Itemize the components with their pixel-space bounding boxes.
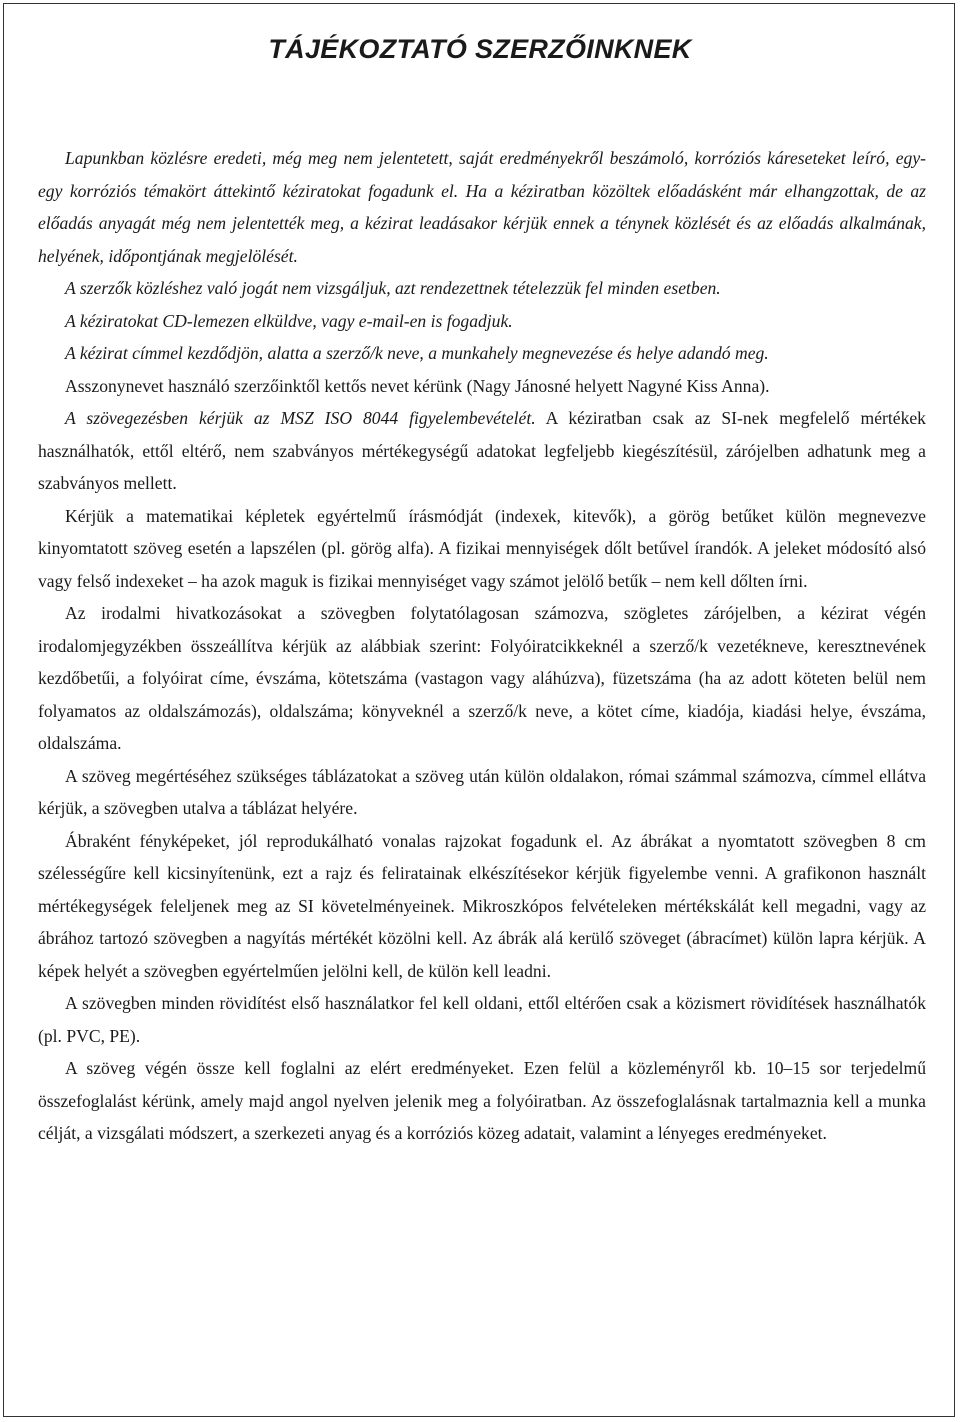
paragraph-text: A kézirat címmel kezdődjön, alatta a szerző/k neve, a munkahely megnevezése és helye adandó meg. [65, 343, 769, 363]
paragraph-text: A szöveg végén össze kell foglalni az elért eredményeket. Ezen felül a közleményről kb. 10–15 sor terjedelmű összefoglalást kérünk, amely majd angol nyelven jelenik meg a folyóiratban. Az összefoglalásnak tartalmaznia kell a munka célját, a vizsgálati módszert, a szerkezeti anyag és a korróziós közeg adatait, valamint a lényeges eredményeket. [38, 1058, 926, 1143]
paragraph-text: A szöveg megértéséhez szükséges táblázatokat a szöveg után külön oldalakon, római számmal számozva, címmel ellátva kérjük, a szövegben utalva a táblázat helyére. [38, 765, 926, 818]
paragraph-text: Az irodalmi hivatkozásokat a szövegben folytatólagosan számozva, szögletes zárójelben, a kézirat végén irodalomjegyzékben összeállítva kérjük az alábbiak szerint: Folyóiratcikkeknél a szerző/k vezetékneve, keresztnevének kezdőbetűi, a folyóirat címe, évszáma, kötetszáma (vastagon vagy aláhúzva), füzetszáma (ha az adott köteten belül nem folyamatos az oldalszámozás), oldalszáma; könyveknél a szerző/k neve, a kötet címe, kiadója, kiadási helye, évszáma, oldalszáma. [38, 603, 926, 753]
paragraph-text: A szerzők közléshez való jogát nem vizsgáljuk, azt rendezettnek tételezzük fel minden esetben. [65, 278, 721, 298]
paragraph-names [38, 370, 926, 403]
document-page [3, 3, 955, 1417]
paragraph-rights [38, 272, 926, 305]
paragraph-text: A kéziratban csak az SI-nek megfelelő mértékek használhatók, ettől eltérő, nem szabványos mértékegységű adatokat legfeljebb kiegészítésül, zárójelben adhatunk meg a szabványos mellett. [38, 408, 926, 493]
paragraph-text: A szövegben minden rövidítést első használatkor fel kell oldani, ettől eltérően csak a közismert rövidítések használhatók (pl. PVC, PE). [38, 993, 926, 1046]
paragraph-abbreviations [38, 987, 926, 1052]
paragraph-tables [38, 760, 926, 825]
paragraph-text: Ábraként fényképeket, jól reprodukálható vonalas rajzokat fogadunk el. Az ábrákat a nyomtatott szövegben 8 cm szélességűre kell kicsinyítenünk, ezt a rajz és feliratainak elkészítésekor kérjük figyelembe venni. A grafikonon használt mértékegységek feleljenek meg az SI követelményeinek. Mikroszkópos felvételeken mértékskálát kell megadni, vagy az ábrához tartozó szövegben a nagyítás mértékét közölni kell. Az ábrák alá kerülő szöveget (ábracímet) külön lapra kérjük. A képek helyét a szövegben egyértelműen jelölni kell, de külön kell leadni. [38, 830, 926, 981]
paragraph-references [38, 597, 926, 760]
paragraph-text: Kérjük a matematikai képletek egyértelmű írásmódját (indexek, kitevők), a görög betűket külön megnevezve kinyomtatott szöveg esetén a lapszélen (pl. görög alfa). A fizikai mennyiségek dőlt betűvel írandók. A jeleket módosító alsó vagy felső indexeket – ha azok maguk is fizikai mennyiséget vagy számot jelölő betűk – nem kell dőlten írni. [38, 505, 926, 591]
paragraph-text: Asszonynevet használó szerzőinktől kettős nevet kérünk (Nagy Jánosné helyett Nagyné Kiss Anna). [65, 375, 770, 396]
paragraph-text: A kéziratokat CD-lemezen elküldve, vagy e-mail-en is fogadjuk. [65, 310, 513, 331]
paragraph-text: Lapunkban közlésre eredeti, még meg nem jelentetett, saját eredményekről beszámoló, korróziós káreseteket leíró, egy-egy korróziós témakört áttekintő kéziratokat fogadunk el. Ha a kéziratban közöltek előadásként már elhangzottak, de az előadás anyagát még nem jelentették meg, a kézirat leadásakor kérjük ennek a ténynek közlését és az előadás alkalmának, helyének, időpontjának megjelölését. [38, 148, 926, 266]
paragraph-summary [38, 1052, 926, 1150]
paragraph-submission [38, 142, 926, 272]
document-body [38, 142, 926, 1150]
paragraph-figures [38, 825, 926, 988]
paragraph-media [38, 305, 926, 338]
paragraph-header-format [38, 337, 926, 370]
page-title: TÁJÉKOZTATÓ SZERZŐINKNEK [268, 34, 692, 64]
paragraph-formulas [38, 500, 926, 598]
paragraph-text: A szövegezésben kérjük az MSZ ISO 8044 figyelembevételét. [65, 408, 536, 428]
paragraph-units [38, 402, 926, 500]
